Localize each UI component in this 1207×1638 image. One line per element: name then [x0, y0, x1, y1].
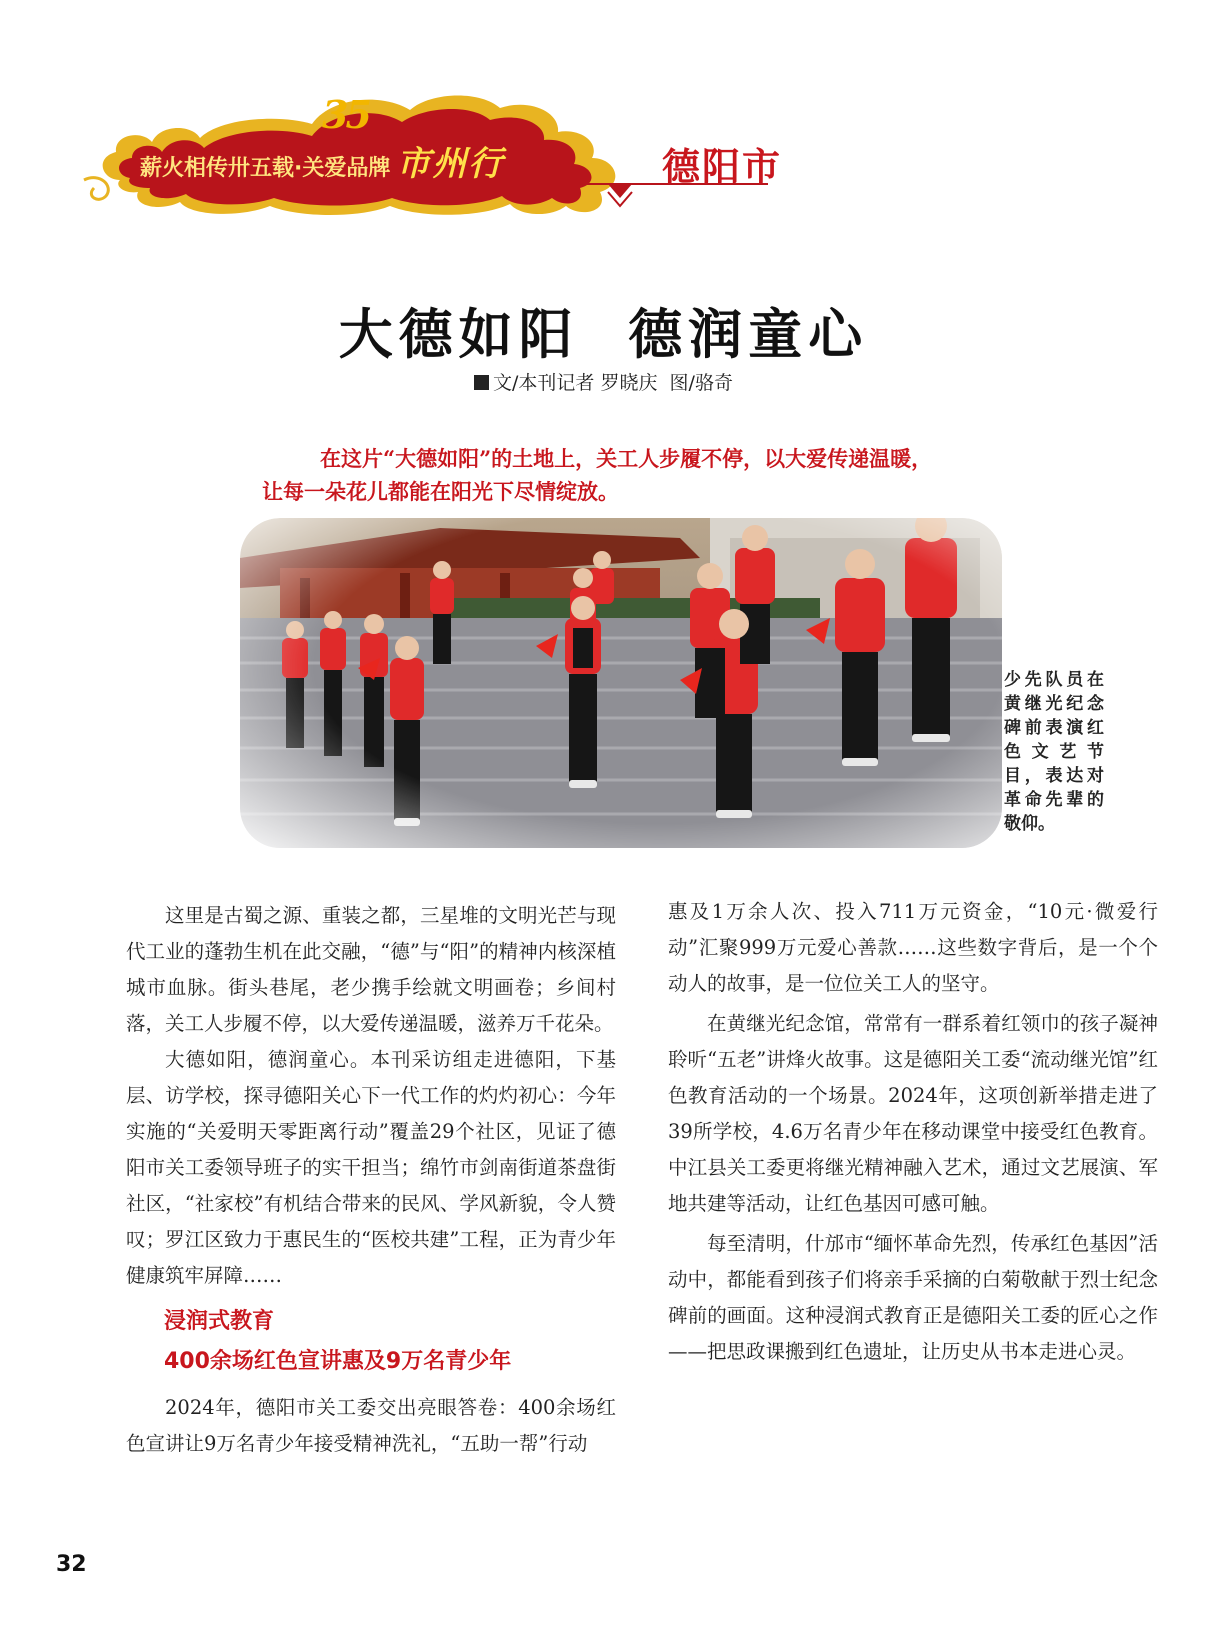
article-title: 大德如阳 德润童心 [338, 302, 869, 366]
paragraph-intro: 这里是古蜀之源、重装之都，三星堆的文明光芒与现代工业的蓬勃生机在此交融，“德”与“阳”的精神内核深植城市血脉。街头巷尾，老少携手绘就文明画卷；乡间村落，关工人步履不停，以大爱传递温暖，滋养万千花朵。 [126, 904, 616, 1035]
subheading-line-2: 400余场红色宣讲惠及9万名青少年 [164, 1349, 512, 1374]
brand-text: 市州行 [396, 144, 505, 184]
subheading-line-1: 浸润式教育 [164, 1309, 275, 1334]
paragraph-continued: 惠及1万余人次、投入711万元资金，“10元·微爱行动”汇聚999万元爱心善款……这些数字背后，是一个个动人的故事，是一位位关工人的坚守。 [668, 900, 1158, 995]
children-performing-photo [240, 518, 1002, 848]
article-photo [240, 518, 1002, 848]
paragraph-overview: 大德如阳，德润童心。本刊采访组走进德阳，下基层、访学校，探寻德阳关心下一代工作的灼灼初心：今年实施的“关爱明天零距离行动”覆盖29个社区，见证了德阳市关工委领导班子的实干担当；绵竹市剑南街道茶盘街社区，“社家校”有机结合带来的民风、学风新貌，令人赞叹；罗江区致力于惠民生的“医校共建”工程，正为青少年健康筑牢屏障…… [126, 1048, 616, 1287]
byline-text: 文/本刊记者 罗晓庆 图/骆奇 [493, 372, 733, 394]
slogan-text: 薪火相传卅五载·关爱品牌 [140, 156, 391, 181]
paragraph-qingming: 每至清明，什邡市“缅怀革命先烈，传承红色基因”活动中，都能看到孩子们将亲手采摘的白菊敬献于烈士纪念碑前的画面。这种浸润式教育正是德阳关工委的匠心之作——把思政课搬到红色遗址，让历史从书本走进心灵。 [668, 1232, 1158, 1363]
photo-caption: 少先队员在黄继光纪念碑前表演红色文艺节目，表达对革命先辈的敬仰。 [1004, 670, 1104, 834]
article-byline [0, 368, 1207, 395]
anniversary-mark: 35 [322, 92, 369, 137]
lead-line-2: 让每一朵花儿都能在阳光下尽情绽放。 [262, 479, 619, 504]
lead-paragraph [262, 442, 982, 508]
paragraph-memorial-hall: 在黄继光纪念馆，常常有一群系着红领巾的孩子凝神聆听“五老”讲烽火故事。这是德阳关工委“流动继光馆”红色教育活动的一个场景。2024年，这项创新举措走进了39所学校，4.6万名青少年在移动课堂中接受红色教育。中江县关工委更将继光精神融入艺术，通过文艺展演、军地共建等活动，让红色基因可感可触。 [668, 1012, 1158, 1215]
paragraph-2024-results: 2024年，德阳市关工委交出亮眼答卷：400余场红色宣讲让9万名青少年接受精神洗礼，“五助一帮”行动 [126, 1396, 616, 1455]
page-number: 32 [56, 1552, 87, 1577]
section-subheading [164, 1302, 616, 1382]
banner-slogan [140, 140, 610, 188]
right-column [668, 894, 1158, 1370]
city-name: 德阳市 [662, 145, 783, 189]
lead-line-1: 在这片“大德如阳”的土地上，关工人步履不停，以大爱传递温暖， [320, 446, 933, 471]
left-column [126, 898, 616, 1462]
square-bullet-icon [474, 375, 489, 390]
